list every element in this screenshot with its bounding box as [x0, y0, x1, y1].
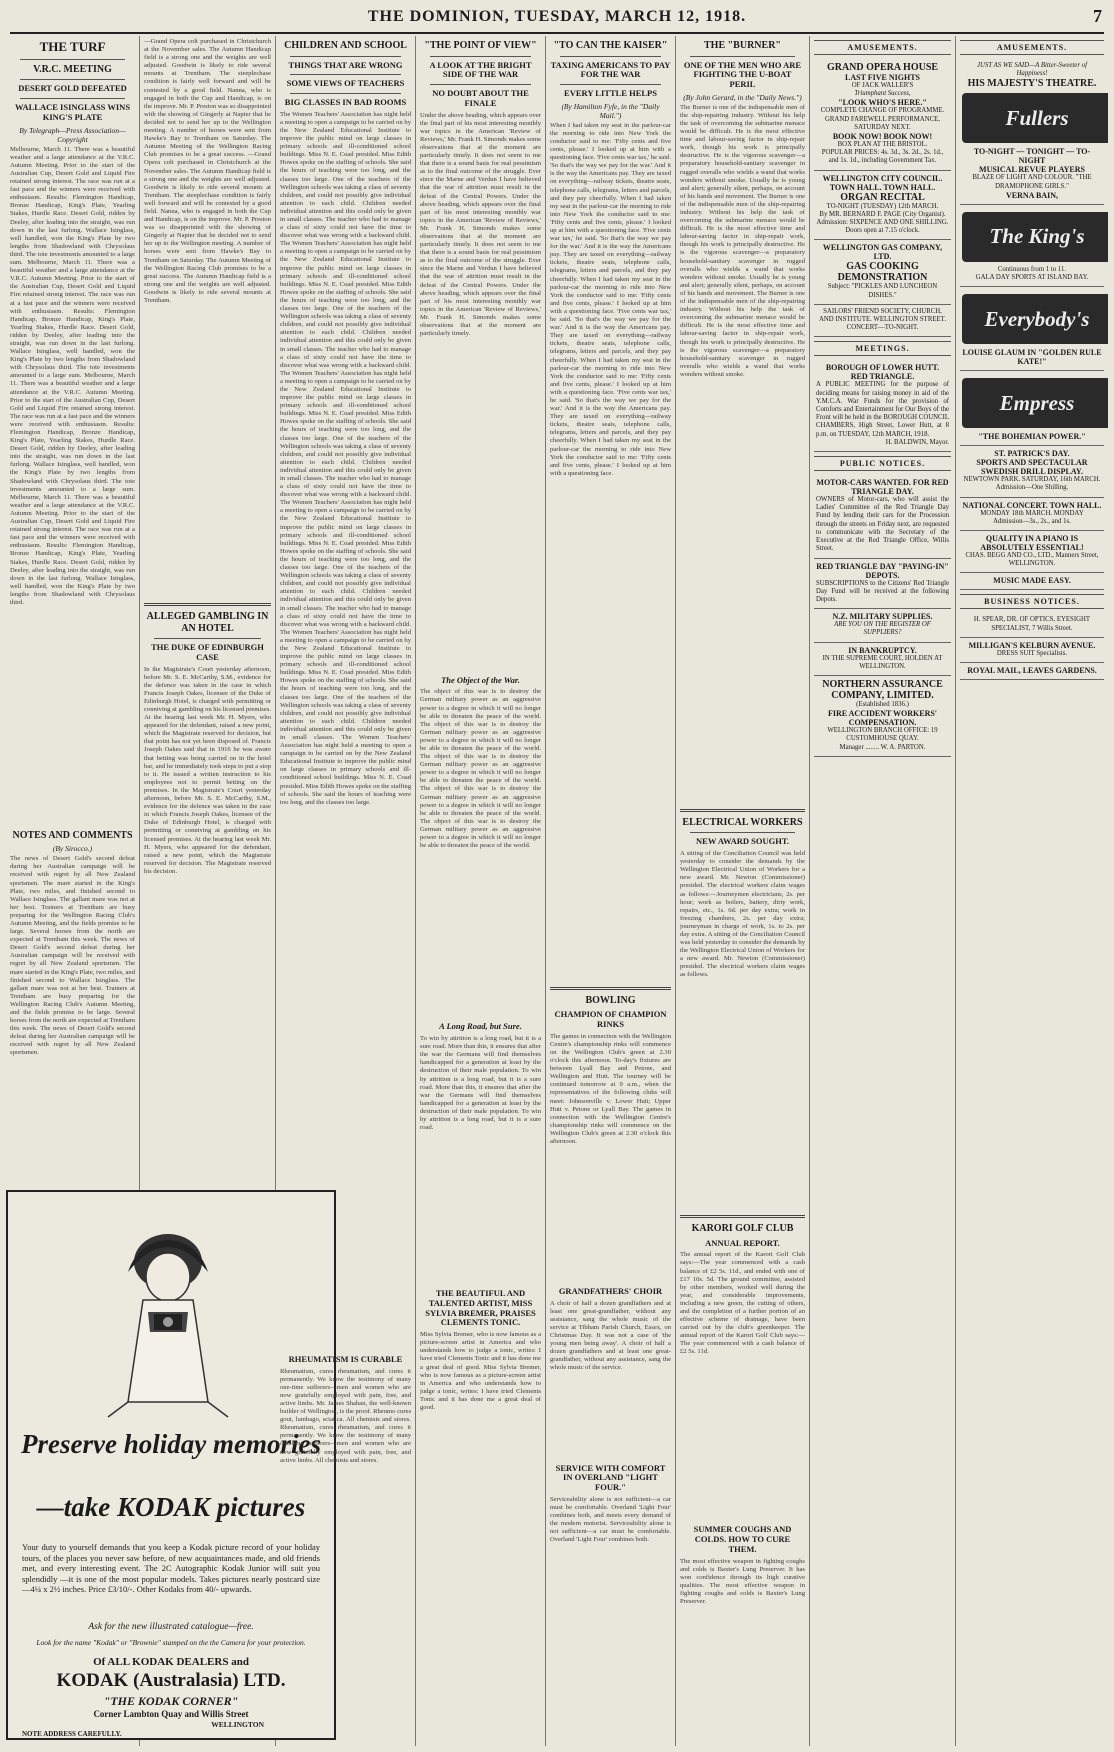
masthead-title: THE DOMINION, TUESDAY, MARCH 12, 1918.: [367, 8, 747, 25]
pov-sub2: NO DOUBT ABOUT THE FINALE: [432, 88, 529, 108]
meetings-heading: MEETINGS.: [814, 341, 951, 356]
gambling-text: [144, 666, 271, 1206]
book-now: BOOK NOW! BOOK NOW!: [832, 132, 933, 142]
pov-sub1: A LOOK AT THE BRIGHT SIDE OF THE WAR: [429, 59, 532, 80]
gambling-sub: THE DUKE OF EDINBURGH CASE: [151, 642, 264, 662]
manager: Manager ........ W. A. PARTON.: [839, 743, 926, 751]
spear-optics: H. SPEAR, DR. OF OPTICS, EYESIGHT SPECIALIST, 7 Willis Street.: [973, 616, 1091, 632]
music-ad: [960, 573, 1104, 590]
verna-bain: VERNA BAIN,: [1005, 190, 1058, 200]
rheumatism-text: [280, 1368, 411, 1568]
burner-text: [680, 104, 805, 804]
milligans: MILLIGAN'S KELBURN AVENUE.: [968, 640, 1096, 650]
organ-admission: Admission: SIXPENCE AND ONE SHILLING. Doors open at 7.15 o'clock.: [816, 219, 949, 235]
bowling-heading: BOWLING: [585, 994, 636, 1006]
lower-hutt-meeting: [814, 360, 951, 452]
red-triangle: RED TRIANGLE.: [850, 372, 915, 382]
electrical-text: [680, 850, 805, 1210]
northern-assurance: NORTHERN ASSURANCE COMPANY, LIMITED.: [822, 678, 943, 701]
fullers-logo: Fullers: [962, 93, 1108, 143]
pov-heading: "THE POINT OF VIEW": [424, 40, 537, 51]
gas-subject: Subject: "PICKLES AND LUNCHEON DISHES.": [827, 283, 938, 299]
burner-sub: ONE OF THE MEN WHO ARE FIGHTING THE U-BOAT PERIL: [683, 59, 802, 90]
turf-notes-heading: NOTES AND COMMENTS: [12, 829, 133, 841]
electrical-sub: NEW AWARD SOUGHT.: [696, 836, 789, 847]
city-council: WELLINGTON CITY COUNCIL.: [822, 173, 943, 183]
bowling-text: [550, 1033, 671, 1283]
kodak-headline: Preserve holiday memories: [21, 1429, 321, 1459]
bowling-sub: CHAMPION OF CHAMPION RINKS: [554, 1009, 667, 1030]
turf-notes-byline: (By Sirocco.): [52, 844, 93, 854]
paying-in-notice: [814, 559, 951, 610]
sports-display: SPORTS AND SPECTACULAR SWEDISH DRILL DISPLAY.: [976, 458, 1088, 477]
grand-opera-house: GRAND OPERA HOUSE: [826, 62, 939, 73]
organ-tonight: TO-NIGHT (TUESDAY) 12th MARCH.: [826, 202, 939, 210]
kodak-address: Corner Lambton Quay and Willis Street: [93, 1709, 249, 1719]
kings-gala: GALA DAY SPORTS AT ISLAND BAY.: [975, 274, 1089, 282]
turf-wallace: WALLACE ISINGLASS WINS KING'S PLATE: [14, 102, 131, 122]
gas-company: WELLINGTON GAS COMPANY, LTD.: [822, 243, 943, 262]
st-patricks-day: ST. PATRICK'S DAY.: [994, 449, 1070, 459]
pov-artist-text: [420, 1331, 541, 1451]
kodak-company: KODAK (Australasia) LTD.: [56, 1670, 286, 1691]
sailors-friend-ad: [814, 305, 951, 338]
milligans-ad: [960, 638, 1104, 663]
spear-ad: [960, 613, 1104, 637]
kaiser-sub2: EVERY LITTLE HELPS: [564, 88, 657, 99]
summer-coughs-heading: SUMMER COUGHS AND COLDS. HOW TO CURE THEM.: [693, 1524, 792, 1554]
kaiser-heading: "TO CAN THE KAISER": [553, 40, 668, 51]
national-concert-ad: [960, 498, 1104, 531]
concert-date: MONDAY 18th MARCH. MONDAY: [980, 509, 1084, 517]
column-burner: [676, 36, 810, 1746]
pov-object: The Object of the War.: [441, 674, 520, 685]
popular-prices: POPULAR PRICES: 4s. 3d., 3s. 2d., 2s. 1d., and 1s. 1d., including Government Tax.: [821, 149, 944, 165]
kings-continuous: Continuous from 1 to 11.: [997, 265, 1067, 273]
turf-notes-text: [10, 855, 135, 1235]
established: (Established 1836.): [856, 700, 909, 708]
organist: By MR. BERNARD F. PAGE (City Organist).: [819, 210, 946, 218]
kodak-city: WELLINGTON: [211, 1720, 264, 1729]
national-concert: NATIONAL CONCERT. TOWN HALL.: [962, 500, 1102, 510]
grand-opera-house-ad: [814, 59, 951, 171]
music-made-easy: MUSIC MADE EASY.: [993, 576, 1071, 586]
pov-object-text: [420, 688, 541, 1018]
grand-farewell: GRAND FAREWELL PERFORMANCE, SATURDAY NEXT.: [825, 115, 940, 131]
his-majestys-ad: [960, 59, 1104, 205]
fire-accident: FIRE ACCIDENT WORKERS' COMPENSATION.: [827, 709, 938, 728]
choir-heading: GRANDFATHERS' CHOIR: [558, 1285, 663, 1296]
choir-text: [550, 1300, 671, 1460]
chas-begg: CHAS. BEGG AND CO., LTD., Manners Street, WELLINGTON.: [965, 552, 1099, 568]
motor-cars-wanted: MOTOR-CARS WANTED. FOR RED TRIANGLE DAY.: [816, 478, 949, 497]
karori-heading: KARORI GOLF CLUB: [691, 1223, 794, 1235]
motor-cars-notice: [814, 475, 951, 558]
kodak-dealers: Of ALL KODAK DEALERS and: [93, 1656, 249, 1668]
overland-heading: SERVICE WITH COMFORT IN OVERLAND "LIGHT FOUR.": [555, 1462, 666, 1493]
motor-owners-text: OWNERS of Motor-cars, who will assist the Ladies' Committee of the Red Triangle Day Fund by lending their cars for the Procession through the streets on Friday next, are requested to communicate with the Secretary of the Executive at the Red Triangle Office, Willis Street.: [816, 496, 949, 553]
sailors-concert: SAILORS' FRIEND SOCIETY, CHURCH, AND INSTITUTE. WELLINGTON STREET. CONCERT—TO-NIGHT.: [818, 307, 947, 332]
organ-recital: ORGAN RECITAL: [840, 191, 925, 203]
kodak-corner: "THE KODAK CORNER": [103, 1694, 239, 1708]
turf-continued-text: [144, 38, 271, 598]
piano-ad: [960, 531, 1104, 573]
town-hall: TOWN HALL. TOWN HALL.: [829, 182, 936, 192]
tonight-banner: TO-NIGHT — TONIGHT — TO-NIGHT: [973, 147, 1091, 166]
summer-coughs-text: [680, 1558, 805, 1638]
column-point-of-view: [416, 36, 546, 1746]
pov-text: [420, 112, 541, 672]
children-text: [280, 111, 411, 1351]
turf-desert-gold: DESERT GOLD DEFEATED: [18, 83, 127, 94]
rheumatism-heading: RHEUMATISM IS CURABLE: [288, 1353, 403, 1364]
concert-admission: Admission—3s., 2s., and 1s.: [993, 517, 1071, 525]
military-supplies: N.Z. MILITARY SUPPLIES.: [832, 612, 933, 622]
children-sub2: SOME VIEWS OF TEACHERS: [286, 78, 405, 89]
musical-revue: MUSICAL REVUE PLAYERS: [979, 165, 1085, 175]
children-sub3: BIG CLASSES IN BAD ROOMS: [284, 97, 407, 108]
children-heading: CHILDREN AND SCHOOL: [284, 40, 407, 51]
children-sub1: THINGS THAT ARE WRONG: [288, 59, 403, 70]
town-hall-ad: [814, 171, 951, 241]
column-amusements-2: [956, 36, 1108, 1746]
look-whos-here: "LOOK WHO'S HERE.": [838, 98, 927, 108]
mayor: H. BALDWIN, Mayor.: [885, 438, 949, 446]
his-majestys-theatre: HIS MAJESTY'S THEATRE.: [967, 78, 1097, 90]
kaiser-byline: (By Hamilton Fyfe, in the "Daily Mail."): [561, 101, 660, 120]
kings-theatre-ad: [960, 205, 1104, 287]
bohemian-power: "THE BOHEMIAN POWER.": [978, 432, 1086, 442]
karori-sub: ANNUAL REPORT.: [705, 1237, 780, 1248]
business-notices-heading: BUSINESS NOTICES.: [960, 594, 1104, 609]
paying-in-depots: RED TRIANGLE DAY "PAYING-IN" DEPOTS.: [816, 561, 949, 580]
st-patricks-ad: [960, 446, 1104, 497]
box-plan: BOX PLAN AT THE BRISTOL.: [837, 141, 928, 149]
meeting-body: A PUBLIC MEETING for the purpose of deciding means for raising money in aid of the Y.M.C.A. War Funds for the provision of Comforts and Entertainment for Our Boys of the Front will be held in the BOROUGH COUNCIL CHAMBERS, High Street, Lower Hutt, at 8 p.m. on TUESDAY, 12th MARCH, 1918.: [816, 381, 949, 438]
kodak-look-for: Look for the name "Kodak" or "Brownie" stamped on the the Camera for your protection.: [36, 1638, 306, 1647]
turf-meeting-heading: V.R.C. MEETING: [33, 63, 112, 75]
kodak-subheadline: —take KODAK pictures: [36, 1492, 306, 1522]
everybodys-logo: Everybody's: [962, 294, 1108, 344]
kaiser-text: [550, 122, 671, 982]
royal-mail-ad: [960, 663, 1104, 680]
branch-office: WELLINGTON BRANCH OFFICE: 19 CUSTOMHOUSE QUAY.: [827, 727, 938, 743]
supreme-court: IN THE SUPREME COURT, HOLDEN AT WELLINGTON.: [822, 654, 943, 670]
gambling-heading: ALLEGED GAMBLING IN AN HOTEL: [146, 611, 269, 634]
masthead: [10, 2, 1104, 34]
triumphant-success: Triumphant Success,: [854, 90, 911, 98]
borough-lower-hutt: BOROUGH OF LOWER HUTT.: [825, 363, 940, 373]
pov-long-road: A Long Road, but Sure.: [439, 1021, 522, 1032]
sports-admission: Admission—One Shilling.: [995, 484, 1069, 492]
column-children: [276, 36, 416, 1746]
burner-heading: THE "BURNER": [704, 40, 781, 51]
empress-ad: [960, 371, 1104, 446]
northern-assurance-ad: [814, 676, 951, 757]
jack-wallers: OF JACK WALLER'S: [851, 82, 914, 89]
turf-byline: By Telegraph—Press Association—Copyright: [19, 125, 126, 144]
pov-artist: THE BEAUTIFUL AND TALENTED ARTIST, MISS SYLVIA BREMER, PRAISES CLEMENTS TONIC.: [425, 1288, 536, 1328]
amusements-heading-1: AMUSEMENTS.: [814, 40, 951, 55]
overland-text: [550, 1496, 671, 1616]
electrical-heading: ELECTRICAL WORKERS: [682, 816, 803, 828]
in-bankruptcy: IN BANKRUPTCY.: [848, 645, 917, 655]
column-kaiser: [546, 36, 676, 1746]
kodak-note: NOTE ADDRESS CAREFULLY.: [22, 1730, 122, 1738]
louise-glaum: LOUISE GLAUM IN "GOLDEN RULE KATE!": [962, 348, 1102, 367]
kodak-girl-illustration: [68, 1202, 268, 1422]
just-as-we-said: JUST AS WE SAID—A Bitter-Sweeter of Happiness!: [977, 62, 1087, 78]
empress-logo: Empress: [962, 378, 1108, 428]
piano-quality: QUALITY IN A PIANO IS ABSOLUTELY ESSENTIAL!: [980, 534, 1084, 553]
change-of-programme: COMPLETE CHANGE OF PROGRAMME.: [820, 107, 945, 115]
turf-text-block: [10, 146, 135, 826]
gas-company-ad: [814, 240, 951, 304]
newtown-park: NEWTOWN PARK. SATURDAY, 16th MARCH.: [963, 476, 1101, 484]
gas-demonstration: GAS COOKING DEMONSTRATION: [837, 261, 928, 284]
military-supplies-notice: [814, 609, 951, 642]
burner-byline: (By John Gerard, in the "Daily News."): [683, 92, 802, 102]
blaze-of-light: BLAZE OF LIGHT AND COLOUR. "THE DRAMOPHONE GIRLS.": [972, 174, 1092, 190]
kodak-catalogue: Ask for the new illustrated catalogue—free.: [88, 1622, 254, 1632]
turf-heading: THE TURF: [39, 39, 106, 54]
column-amusements-1: [810, 36, 956, 1746]
page-number: 7: [1093, 6, 1102, 26]
amusements-heading-2: AMUSEMENTS.: [960, 40, 1104, 55]
bankruptcy-notice: [814, 643, 951, 676]
kodak-body: Your duty to yourself demands that you keep a Kodak picture record of your holiday tours, of the places you never saw before, of new acquaintances made, and old friends met, and every interesting event. The 2C Autographic Kodak Junior will suit you splendidly —it is one of the most popular models. Takes pictures nearly postcard size—4¼ x 2½ inches. Price £3/10/-. Other Kodaks from 40/- upwards.: [22, 1542, 320, 1594]
kings-logo: The King's: [962, 212, 1108, 262]
royal-mail: ROYAL MAIL, LEAVES GARDENS.: [967, 666, 1097, 676]
last-five-nights: LAST FIVE NIGHTS: [845, 73, 920, 82]
kaiser-sub1: TAXING AMERICANS TO PAY FOR THE WAR: [550, 59, 671, 80]
dress-suit: DRESS SUIT Specialists.: [996, 649, 1068, 657]
pov-long-text: [420, 1035, 541, 1285]
public-notices-heading: PUBLIC NOTICES.: [814, 456, 951, 471]
subscriptions-text: SUBSCRIPTIONS to the Citizens' Red Triangle Day Fund will be received at the following Depots.: [816, 579, 949, 603]
everybodys-ad: [960, 287, 1104, 371]
karori-text: [680, 1251, 805, 1521]
register-of-suppliers: ARE YOU ON THE REGISTER OF SUPPLIERS?: [834, 621, 931, 637]
